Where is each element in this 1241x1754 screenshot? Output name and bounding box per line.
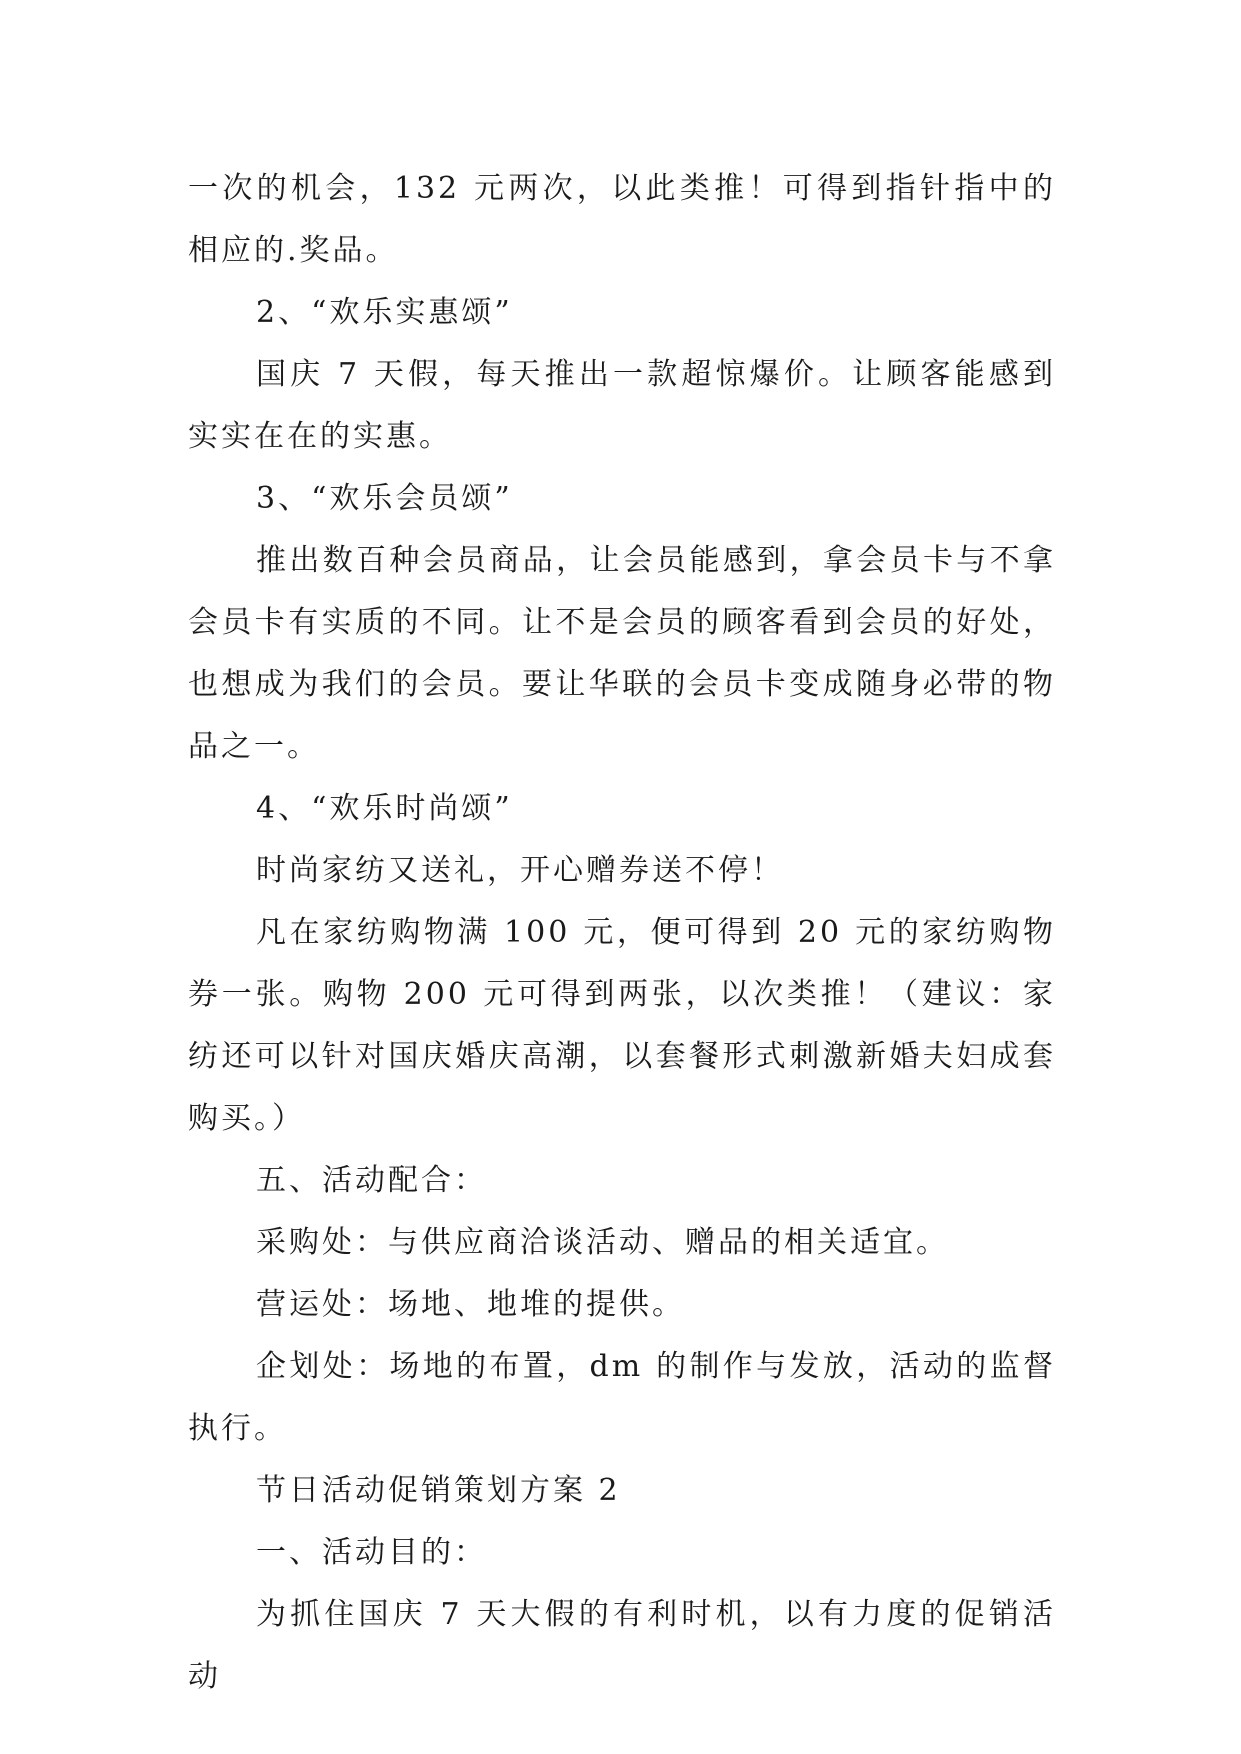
paragraph-fashion-slogan: 时尚家纺又送礼，开心赠券送不停！ [256,853,784,888]
paragraph-purpose-text: 为抓住国庆 7 天大假的有利时机，以有力度的促销活动 [188,1597,1056,1694]
document-body [188,158,1056,1708]
heading-activity-coordination: 五、活动配合： [256,1163,487,1198]
heading-happy-fashion: 4、“欢乐时尚颂” [256,791,513,826]
paragraph-purchasing-dept: 采购处：与供应商洽谈活动、赠品的相关适宜。 [256,1225,949,1260]
paragraph-prize-continuation: 一次的机会，132 元两次，以此类推！可得到指针指中的相应的.奖品。 [188,171,1056,268]
heading-happy-member: 3、“欢乐会员颂” [256,481,513,516]
paragraph-planning-dept: 企划处：场地的布置，dm 的制作与发放，活动的监督执行。 [188,1349,1056,1446]
paragraph-member-goods: 推出数百种会员商品，让会员能感到，拿会员卡与不拿会员卡有实质的不同。让不是会员的顾客看到会员的好处，也想成为我们的会员。要让华联的会员卡变成随身必带的物品之一。 [188,543,1056,764]
section-title-plan-2: 节日活动促销策划方案 2 [256,1473,621,1508]
paragraph-operations-dept: 营运处：场地、地堆的提供。 [256,1287,685,1322]
heading-activity-purpose: 一、活动目的： [256,1535,487,1570]
heading-happy-value: 2、“欢乐实惠颂” [256,295,513,330]
paragraph-daily-deals: 国庆 7 天假，每天推出一款超惊爆价。让顾客能感到实实在在的实惠。 [188,357,1056,454]
paragraph-textile-coupon: 凡在家纺购物满 100 元，便可得到 20 元的家纺购物券一张。购物 200 元可得到两张，以次类推！（建议：家纺还可以针对国庆婚庆高潮，以套餐形式刺激新婚夫妇成套购买。） [188,915,1056,1136]
